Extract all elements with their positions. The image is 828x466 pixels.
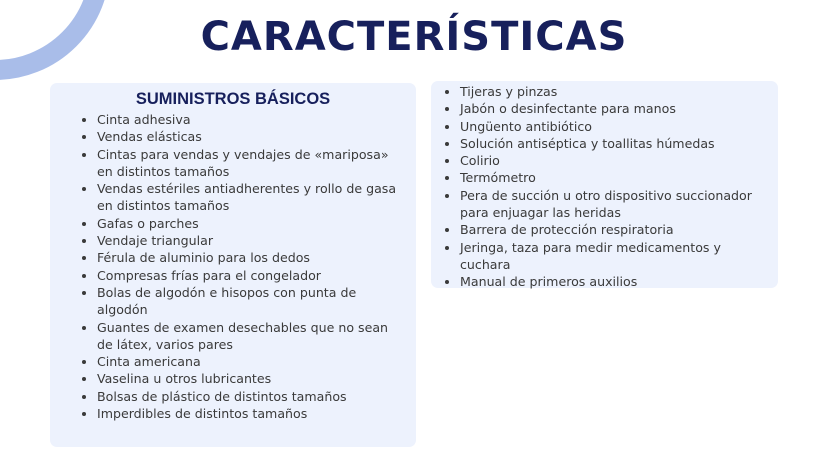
list-item: • Colirio: [460, 152, 768, 169]
list-item: • Pera de succión u otro dispositivo succionador para enjuagar las heridas: [460, 187, 768, 222]
list-item: • Cinta adhesiva: [97, 111, 406, 128]
list-item: • Solución antiséptica y toallitas húmedas: [460, 135, 768, 152]
list-item: • Barrera de protección respiratoria: [460, 221, 768, 238]
list-item: • Manual de primeros auxilios: [460, 273, 768, 290]
list-item: • Vendas estériles antiadherentes y rollo de gasa en distintos tamaños: [97, 180, 406, 215]
list-item: • Vendas elásticas: [97, 128, 406, 145]
additional-supplies-card: [431, 81, 778, 288]
list-item: • Ungüento antibiótico: [460, 118, 768, 135]
list-item: • Cintas para vendas y vendajes de «mariposa» en distintos tamaños: [97, 146, 406, 181]
list-item: • Bolas de algodón e hisopos con punta de algodón: [97, 284, 406, 319]
list-item: • Guantes de examen desechables que no sean de látex, varios pares: [97, 319, 406, 354]
list-item: • Termómetro: [460, 169, 768, 186]
list-item: • Tijeras y pinzas: [460, 83, 768, 100]
list-item: • Imperdibles de distintos tamaños: [97, 405, 406, 422]
list-item: • Compresas frías para el congelador: [97, 267, 406, 284]
basic-supplies-list: [78, 111, 406, 422]
card-heading: SUMINISTROS BÁSICOS: [135, 90, 331, 108]
list-item: • Vendaje triangular: [97, 232, 406, 249]
list-item: • Cinta americana: [97, 353, 406, 370]
page-title: CARACTERÍSTICAS: [200, 14, 628, 60]
basic-supplies-card: [50, 83, 416, 447]
list-item: • Gafas o parches: [97, 215, 406, 232]
list-item: • Férula de aluminio para los dedos: [97, 249, 406, 266]
additional-supplies-list: [441, 83, 768, 291]
list-item: • Bolsas de plástico de distintos tamaños: [97, 388, 406, 405]
list-item: • Jabón o desinfectante para manos: [460, 100, 768, 117]
list-item: • Vaselina u otros lubricantes: [97, 370, 406, 387]
list-item: • Jeringa, taza para medir medicamentos y cuchara: [460, 239, 768, 274]
